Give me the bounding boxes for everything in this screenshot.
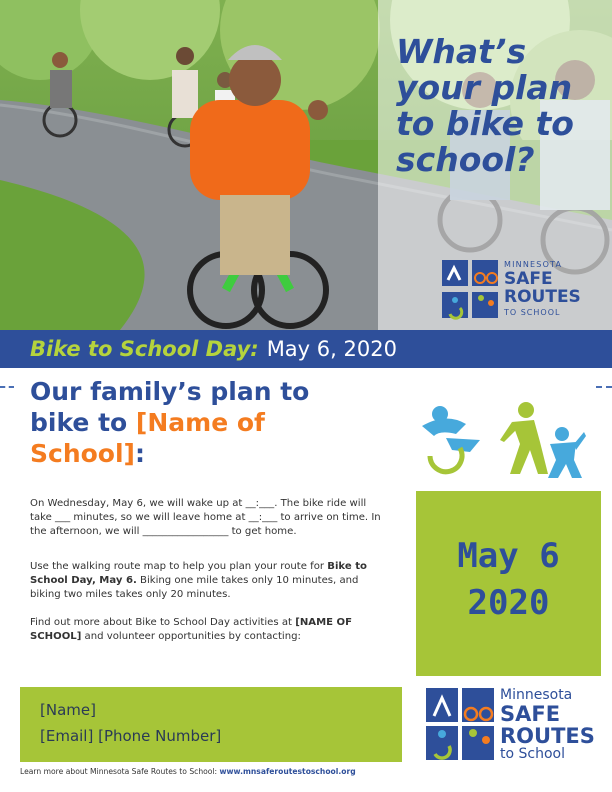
route-paragraph: [30, 560, 390, 602]
hero-title: What’s your plan to bike to school?: [396, 32, 574, 179]
bottom-logo: [424, 686, 604, 764]
hero-logo-safe: SAFE: [504, 269, 553, 289]
logo-school: to School: [500, 746, 565, 762]
event-banner: [0, 330, 612, 368]
logo-routes: ROUTES: [500, 724, 595, 748]
hero-logo: [440, 258, 581, 324]
hero-logo-school: TO SCHOOL: [504, 308, 561, 317]
contact-box: [20, 687, 402, 762]
route-text-end: Biking one mile takes only 10 minutes, and biking two miles takes only 20 minutes.: [30, 575, 359, 600]
footer-text: Learn more about Minnesota Safe Routes to School:: [20, 767, 220, 776]
school-name-bold: [NAME OF SCHOOL]: [30, 617, 353, 642]
divider-left: [0, 386, 14, 388]
plan-heading: [30, 376, 375, 469]
hero-logo-state: MINNESOTA: [504, 260, 563, 269]
plan-paragraph: On Wednesday, May 6, we will wake up at __:___. The bike ride will take ___ minutes, so we will leave home at __:___ to arrive on time. In the afternoon, we will _________________ to get home.: [30, 498, 381, 537]
divider-right: [596, 386, 612, 388]
safe-routes-logo-icon: [440, 258, 500, 324]
hero-logo-title: [504, 270, 581, 306]
contact-name: [Name]: [40, 701, 96, 719]
banner-date: May 6, 2020: [266, 337, 397, 361]
logo-state: Minnesota: [500, 687, 573, 703]
safe-routes-logo-icon: [424, 686, 496, 762]
route-text: Use the walking route map to help you plan your route for: [30, 561, 328, 572]
activities-paragraph: [30, 616, 390, 644]
date-box: [416, 491, 601, 676]
date-box-year: 2020: [467, 583, 550, 623]
school-name-placeholder: [Name of School]: [30, 408, 265, 468]
logo-safe: SAFE: [500, 702, 561, 726]
hero-photo: [0, 0, 612, 330]
plan-heading-text: Our family’s plan to bike to: [30, 377, 310, 437]
plan-heading-colon: :: [134, 439, 145, 468]
walk-wheel-icon: [416, 400, 586, 482]
banner-label: Bike to School Day:: [30, 337, 259, 361]
hero-logo-routes: ROUTES: [504, 287, 581, 307]
date-box-day: May 6: [457, 536, 560, 576]
footer-note: [20, 767, 356, 776]
footer-url-link[interactable]: www.mnsaferoutestoschool.org: [219, 767, 356, 776]
activities-text-end: and volunteer opportunities by contacting:: [81, 631, 301, 642]
contact-details: [Email] [Phone Number]: [40, 727, 222, 745]
route-bold: Bike to School Day, May 6.: [30, 561, 367, 586]
activities-text: Find out more about Bike to School Day activities at: [30, 617, 296, 628]
logo-title: [500, 703, 595, 747]
